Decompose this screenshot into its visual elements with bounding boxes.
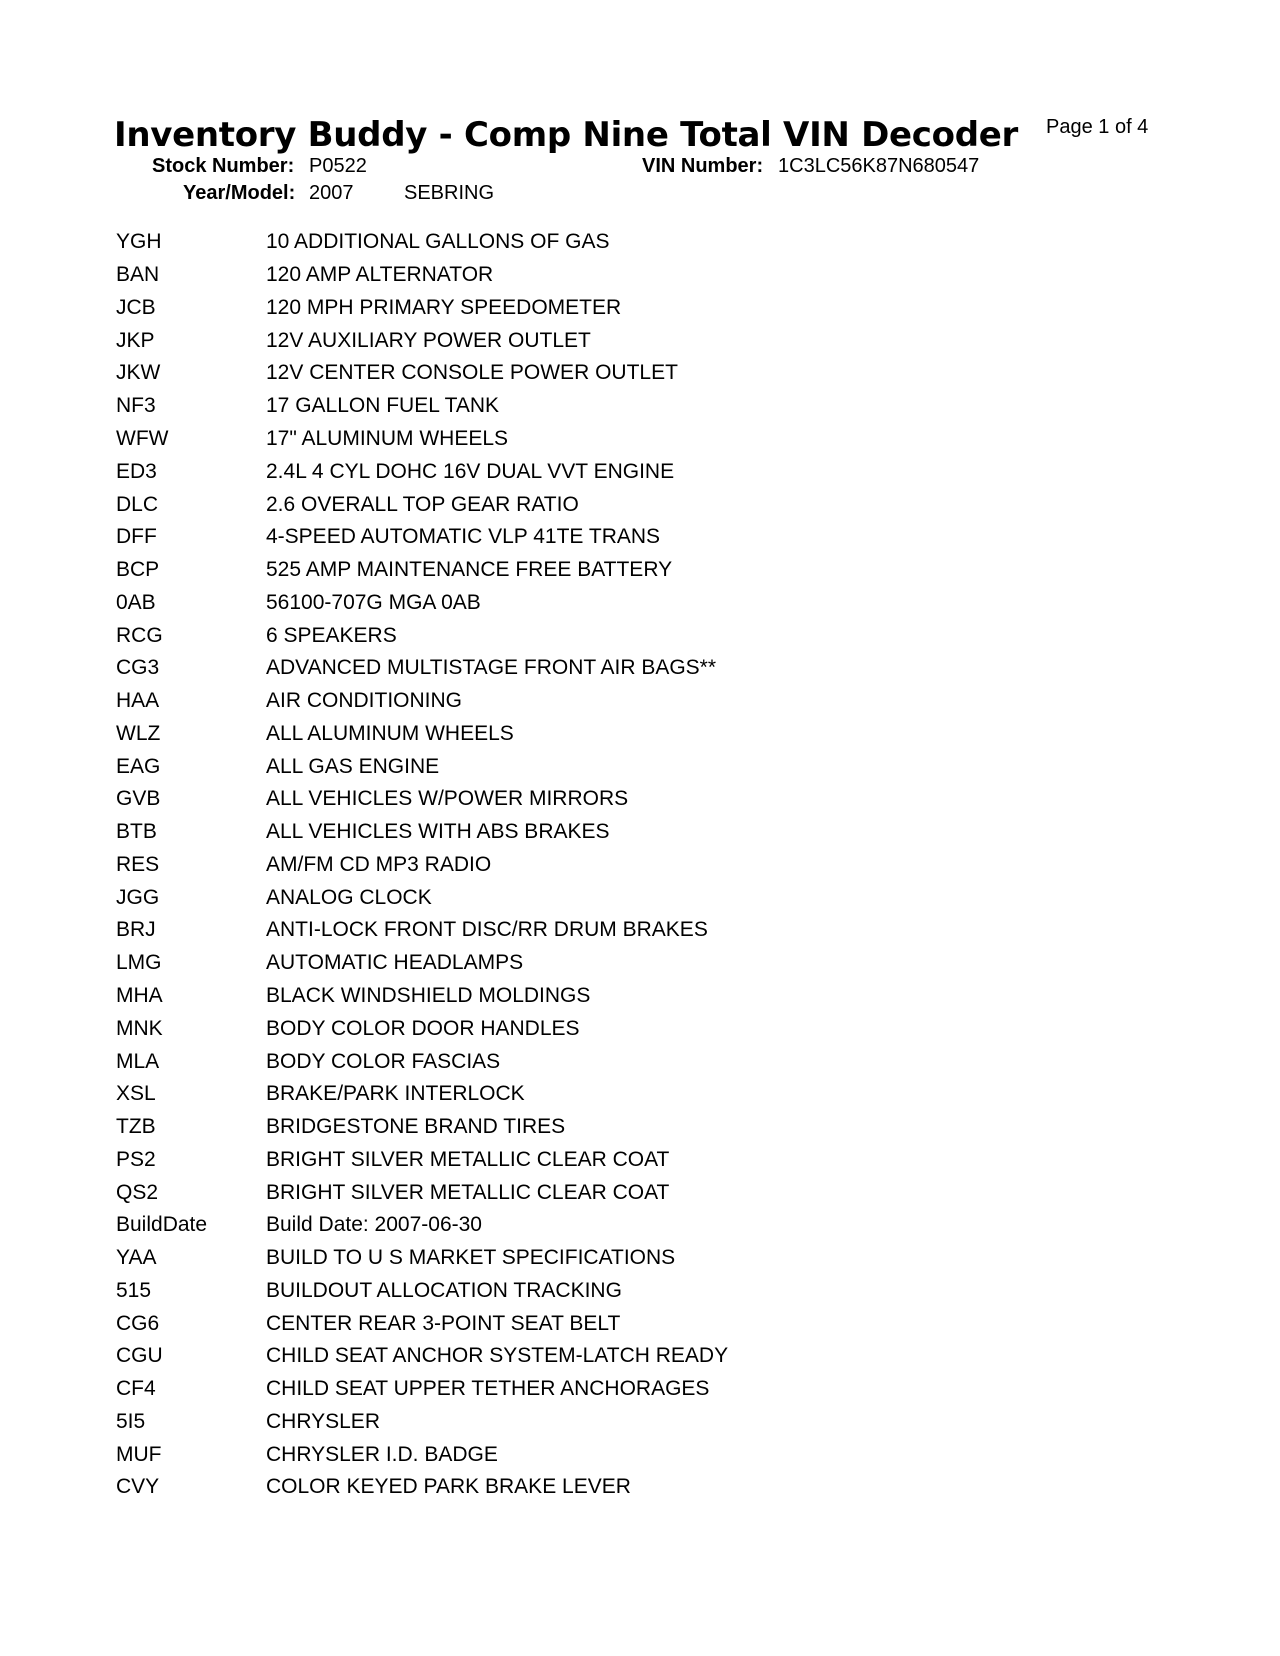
option-row [116, 1242, 728, 1275]
option-description: Build Date: 2007-06-30 [266, 1213, 482, 1237]
option-description: 2.4L 4 CYL DOHC 16V DUAL VVT ENGINE [266, 459, 675, 483]
option-code: PS2 [116, 1147, 156, 1171]
option-row [116, 455, 728, 488]
option-description: BODY COLOR DOOR HANDLES [266, 1016, 580, 1040]
option-row [116, 292, 728, 325]
option-code: CG6 [116, 1311, 160, 1335]
option-description: BRIDGESTONE BRAND TIRES [266, 1115, 566, 1139]
option-description: CENTER REAR 3-POINT SEAT BELT [266, 1311, 621, 1335]
option-row [116, 1209, 728, 1242]
option-row [116, 849, 728, 882]
option-description: ANALOG CLOCK [266, 885, 432, 909]
option-description: 12V CENTER CONSOLE POWER OUTLET [266, 361, 678, 385]
option-description: CHRYSLER I.D. BADGE [266, 1442, 498, 1466]
option-description: 6 SPEAKERS [266, 623, 397, 647]
option-description: BRIGHT SILVER METALLIC CLEAR COAT [266, 1147, 670, 1171]
option-code: RES [116, 852, 160, 876]
option-code: BTB [116, 820, 157, 844]
option-row [116, 488, 728, 521]
option-description: AUTOMATIC HEADLAMPS [266, 951, 524, 975]
option-description: 17 GALLON FUEL TANK [266, 394, 500, 418]
option-row [116, 390, 728, 423]
option-description: ALL GAS ENGINE [266, 754, 440, 778]
option-row [116, 1438, 728, 1471]
option-row [116, 1406, 728, 1439]
option-code: DLC [116, 492, 159, 516]
option-code: GVB [116, 787, 161, 811]
option-description: CHILD SEAT ANCHOR SYSTEM-LATCH READY [266, 1344, 729, 1368]
page-title: Inventory Buddy - Comp Nine Total VIN Decoder [114, 115, 1018, 155]
option-code: TZB [116, 1115, 156, 1139]
option-code: DFF [116, 525, 157, 549]
option-code: JCB [116, 295, 156, 319]
option-row [116, 914, 728, 947]
option-code: CVY [116, 1475, 160, 1499]
option-code: BCP [116, 558, 160, 582]
option-description: ALL ALUMINUM WHEELS [266, 721, 514, 745]
option-code: JGG [116, 885, 160, 909]
year-value: 2007 [309, 182, 354, 204]
option-code: CGU [116, 1344, 163, 1368]
option-row [116, 881, 728, 914]
option-code: YGH [116, 230, 162, 254]
option-row [116, 1012, 728, 1045]
option-description: 17" ALUMINUM WHEELS [266, 426, 509, 450]
option-code: CG3 [116, 656, 160, 680]
option-row [116, 226, 728, 259]
option-code-list [116, 226, 728, 1504]
option-code: BAN [116, 263, 160, 287]
year-model-label: Year/Model: [183, 182, 296, 204]
option-description: 10 ADDITIONAL GALLONS OF GAS [266, 230, 610, 254]
option-row [116, 816, 728, 849]
option-description: BLACK WINDSHIELD MOLDINGS [266, 983, 591, 1007]
option-row [116, 947, 728, 980]
option-code: 0AB [116, 590, 156, 614]
option-code: WLZ [116, 721, 161, 745]
option-code: JKW [116, 361, 161, 385]
option-description: AIR CONDITIONING [266, 689, 463, 713]
option-code: WFW [116, 426, 169, 450]
option-description: ADVANCED MULTISTAGE FRONT AIR BAGS** [266, 656, 717, 680]
option-row [116, 685, 728, 718]
option-code: LMG [116, 951, 162, 975]
option-description: ALL VEHICLES W/POWER MIRRORS [266, 787, 629, 811]
option-row [116, 717, 728, 750]
option-description: COLOR KEYED PARK BRAKE LEVER [266, 1475, 631, 1499]
option-row [116, 586, 728, 619]
option-description: CHILD SEAT UPPER TETHER ANCHORAGES [266, 1377, 710, 1401]
option-row [116, 1143, 728, 1176]
option-code: 515 [116, 1278, 152, 1302]
option-code: HAA [116, 689, 160, 713]
option-description: 4-SPEED AUTOMATIC VLP 41TE TRANS [266, 525, 661, 549]
option-row [116, 1471, 728, 1504]
option-description: 525 AMP MAINTENANCE FREE BATTERY [266, 558, 673, 582]
option-row [116, 1176, 728, 1209]
option-code: YAA [116, 1246, 157, 1270]
option-description: 2.6 OVERALL TOP GEAR RATIO [266, 492, 579, 516]
option-row [116, 521, 728, 554]
option-code: JKP [116, 328, 155, 352]
option-code: NF3 [116, 394, 156, 418]
option-row [116, 1275, 728, 1308]
option-code: XSL [116, 1082, 156, 1106]
option-row [116, 1307, 728, 1340]
option-code: MNK [116, 1016, 163, 1040]
option-description: BUILDOUT ALLOCATION TRACKING [266, 1278, 622, 1302]
option-description: 56100-707G MGA 0AB [266, 590, 481, 614]
option-description: 120 AMP ALTERNATOR [266, 263, 494, 287]
option-code: ED3 [116, 459, 157, 483]
option-description: 12V AUXILIARY POWER OUTLET [266, 328, 591, 352]
option-row [116, 750, 728, 783]
option-row [116, 1373, 728, 1406]
option-description: 120 MPH PRIMARY SPEEDOMETER [266, 295, 622, 319]
option-description: BRIGHT SILVER METALLIC CLEAR COAT [266, 1180, 670, 1204]
option-description: BODY COLOR FASCIAS [266, 1049, 501, 1073]
option-row [116, 554, 728, 587]
option-row [116, 423, 728, 456]
option-code: MHA [116, 983, 163, 1007]
option-code: CF4 [116, 1377, 156, 1401]
option-description: AM/FM CD MP3 RADIO [266, 852, 492, 876]
option-code: EAG [116, 754, 161, 778]
option-description: CHRYSLER [266, 1409, 380, 1433]
vin-number-label: VIN Number: [642, 155, 764, 177]
stock-number-label: Stock Number: [152, 155, 295, 177]
option-code: BRJ [116, 918, 156, 942]
option-row [116, 619, 728, 652]
model-value: SEBRING [404, 182, 495, 204]
option-row [116, 652, 728, 685]
option-row [116, 1045, 728, 1078]
option-row [116, 1111, 728, 1144]
option-description: BRAKE/PARK INTERLOCK [266, 1082, 525, 1106]
vin-number-value: 1C3LC56K87N680547 [778, 155, 980, 177]
option-row [116, 324, 728, 357]
option-row [116, 357, 728, 390]
option-code: BuildDate [116, 1213, 208, 1237]
page-number: Page 1 of 4 [1046, 116, 1149, 138]
option-row [116, 1340, 728, 1373]
option-code: MLA [116, 1049, 160, 1073]
option-code: RCG [116, 623, 163, 647]
option-description: ALL VEHICLES WITH ABS BRAKES [266, 820, 610, 844]
option-code: 5I5 [116, 1409, 146, 1433]
option-row [116, 980, 728, 1013]
option-code: QS2 [116, 1180, 159, 1204]
option-row [116, 783, 728, 816]
stock-number-value: P0522 [309, 155, 367, 177]
option-code: MUF [116, 1442, 162, 1466]
option-description: BUILD TO U S MARKET SPECIFICATIONS [266, 1246, 676, 1270]
option-description: ANTI-LOCK FRONT DISC/RR DRUM BRAKES [266, 918, 708, 942]
option-row [116, 1078, 728, 1111]
option-row [116, 259, 728, 292]
